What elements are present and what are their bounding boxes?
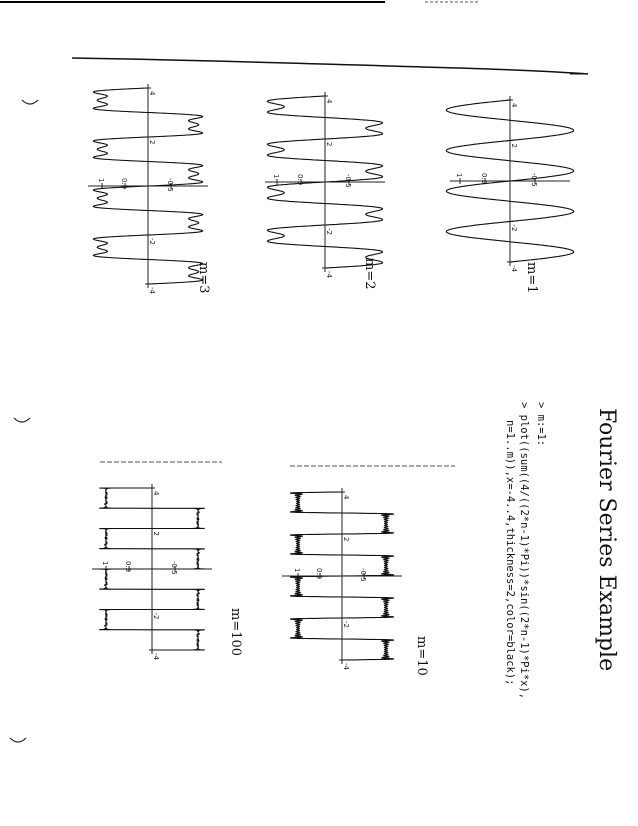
y-tick-label: -0.5: [359, 568, 367, 582]
code-line-1: > m:=1:: [535, 402, 547, 447]
y-tick-label: 1: [272, 174, 280, 179]
x-tick-label: -2: [148, 238, 156, 245]
page-title: Fourier Series Example: [594, 408, 619, 672]
plot-m-2: [265, 92, 385, 279]
x-tick-label: 2: [342, 537, 350, 542]
x-tick-label: 2: [325, 142, 333, 147]
x-tick-label: 4: [148, 91, 156, 96]
x-tick-label: -4: [148, 287, 156, 294]
x-tick-label: 4: [325, 99, 333, 104]
plot-label-m100: m=100: [228, 608, 243, 657]
code-line-3: n=1..m)),x=-4..4,thickness=2,color=black);: [504, 420, 516, 686]
x-tick-label: -4: [325, 271, 333, 278]
y-tick-label: 1: [101, 561, 109, 566]
x-tick-label: 4: [152, 491, 160, 496]
plot-label-m3: m=3: [196, 262, 211, 294]
y-tick-label: 0.5: [120, 178, 128, 190]
y-tick-label: -0.5: [166, 178, 174, 192]
punch-hole-top: [22, 100, 38, 104]
x-tick-label: -2: [342, 621, 350, 628]
y-tick-label: 1: [293, 568, 301, 573]
scan-fold-line: [72, 58, 588, 74]
y-tick-label: -0.5: [344, 174, 352, 188]
x-tick-label: 2: [148, 140, 156, 145]
code-line-2: > plot((sum((4/((2*n-1)*Pi))*sin((2*n-1)*Pi*x),: [518, 402, 530, 700]
punch-hole-middle: [14, 418, 30, 422]
y-tick-label: 1: [455, 173, 463, 178]
x-tick-label: -4: [510, 265, 518, 272]
x-tick-label: 4: [342, 495, 350, 500]
y-tick-label: 0.5: [124, 561, 132, 573]
x-tick-label: -2: [325, 228, 333, 235]
plot-m-3: [88, 84, 208, 295]
plot-m-1: [446, 96, 573, 273]
y-tick-label: -0.5: [170, 561, 178, 575]
x-tick-label: 4: [510, 103, 518, 108]
y-tick-label: 0.5: [296, 174, 304, 186]
punch-hole-bottom: [10, 738, 26, 742]
x-tick-label: -2: [152, 612, 160, 620]
x-tick-label: -2: [510, 224, 518, 232]
plot-label-m10: m=10: [414, 636, 429, 676]
plot-m-10: [282, 488, 402, 671]
y-tick-label: 1: [97, 178, 105, 183]
x-tick-label: -4: [342, 663, 350, 670]
plot-label-m2: m=2: [362, 258, 377, 290]
y-tick-label: -0.5: [530, 173, 538, 187]
y-tick-label: 0.5: [480, 173, 488, 185]
x-tick-label: 2: [510, 143, 518, 148]
plot-m-100: [92, 484, 212, 661]
y-tick-label: 0.5: [315, 568, 323, 580]
plot-label-m1: m=1: [524, 262, 539, 294]
x-tick-label: -4: [152, 653, 160, 660]
x-tick-label: 2: [152, 531, 160, 536]
